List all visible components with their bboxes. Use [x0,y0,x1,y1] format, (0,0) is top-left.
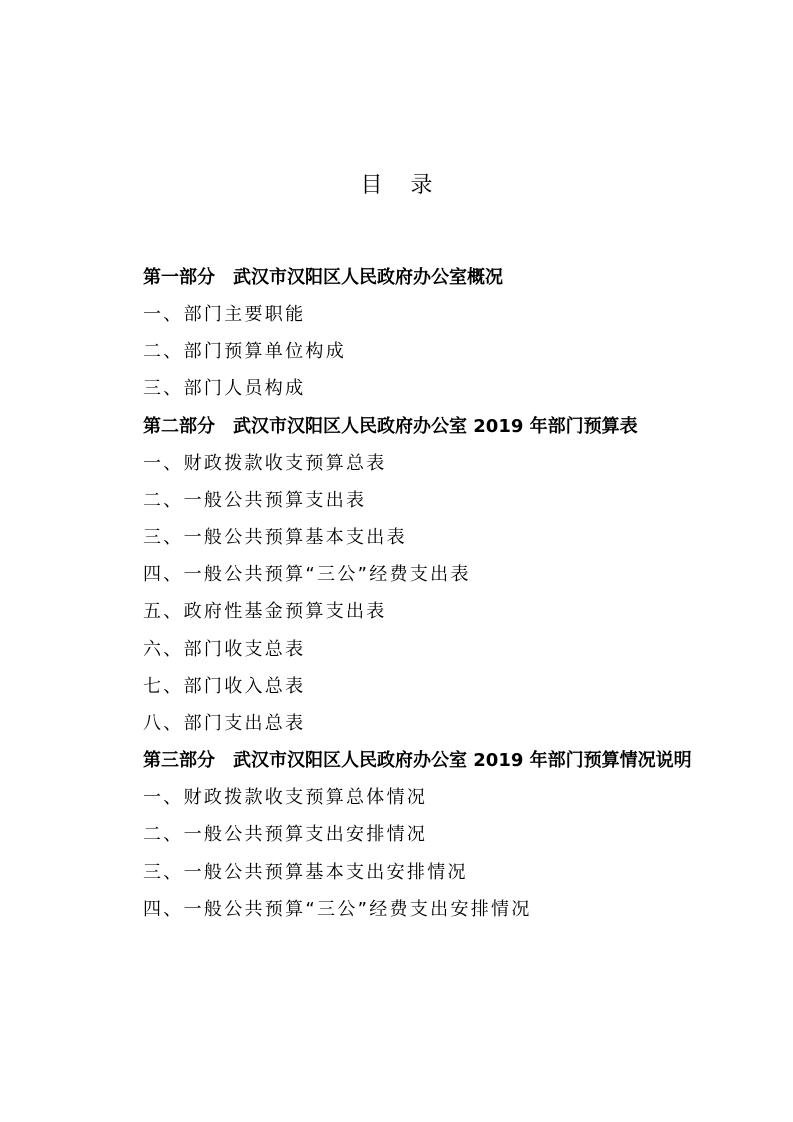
toc-item: 一、财政拨款收支预算总表 [143,452,387,474]
toc-item: 七、部门收入总表 [143,675,306,697]
part-number: 第三部分 [143,750,215,772]
part-title: 武汉市汉阳区人民政府办公室 2019 年部门预算表 [233,415,638,437]
part-number: 第一部分 [143,267,215,288]
toc-part-3 [101,742,701,779]
toc-part-1 [101,259,701,296]
toc-item: 二、部门预算单位构成 [143,341,346,363]
part-title: 武汉市汉阳区人民政府办公室概况 [233,267,503,288]
toc-item: 三、一般公共预算基本支出安排情况 [143,861,468,883]
page-title: 目录 [360,173,461,198]
table-of-contents [101,259,701,928]
toc-item: 三、部门人员构成 [143,378,306,400]
toc-item: 一、财政拨款收支预算总体情况 [143,787,428,809]
toc-item: 五、政府性基金预算支出表 [143,601,387,623]
toc-item: 二、一般公共预算支出安排情况 [143,824,428,846]
toc-item: 三、一般公共预算基本支出表 [143,527,407,549]
toc-part-2 [101,408,701,445]
toc-item: 六、部门收支总表 [143,638,306,660]
toc-item: 四、一般公共预算“三公”经费支出表 [143,564,471,586]
part-number: 第二部分 [143,415,215,437]
toc-item: 八、部门支出总表 [143,713,306,735]
part-title: 武汉市汉阳区人民政府办公室 2019 年部门预算情况说明 [233,750,692,772]
toc-item: 一、部门主要职能 [143,304,306,325]
toc-item: 二、一般公共预算支出表 [143,489,367,511]
toc-item: 四、一般公共预算“三公”经费支出安排情况 [143,898,532,920]
